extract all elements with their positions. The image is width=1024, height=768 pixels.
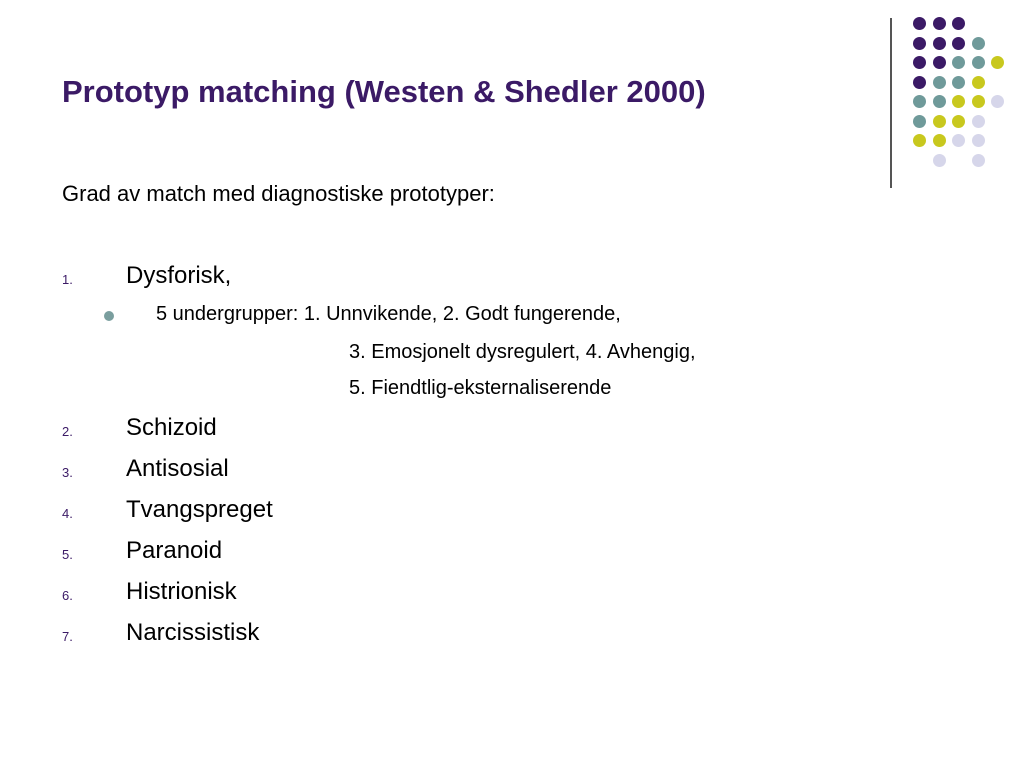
decorative-dot [952,115,965,128]
list-number: 5. [62,547,73,562]
list-label: Schizoid [126,414,217,441]
list-number: 1. [62,272,73,287]
decorative-dot [952,56,965,69]
list-number: 3. [62,465,73,480]
list-label: Tvangspreget [126,496,273,523]
subgroup-line-3: 5. Fiendtlig-eksternaliserende [349,377,612,399]
decorative-dot [913,17,926,30]
decorative-dot [913,76,926,89]
vertical-divider [890,18,892,188]
decorative-dot [913,37,926,50]
list-number: 7. [62,629,73,644]
decorative-dot [972,76,985,89]
decorative-dot [972,134,985,147]
list-label: Histrionisk [126,578,237,605]
decorative-dot [933,154,946,167]
list-label: Narcissistisk [126,619,260,646]
decorative-dot [972,95,985,108]
list-label: Paranoid [126,537,223,564]
slide-title: Prototyp matching (Westen & Shedler 2000) [62,74,706,109]
decorative-dot [972,154,985,167]
decorative-dot [913,95,926,108]
decorative-dot [952,37,965,50]
subgroup-line-1: 5 undergrupper: 1. Unnvikende, 2. Godt fungerende, [156,303,621,325]
decorative-dot [913,115,926,128]
decorative-dot [913,56,926,69]
slide-subtitle: Grad av match med diagnostiske prototyper: [62,181,495,206]
decorative-dot [933,17,946,30]
decorative-dot [933,95,946,108]
list-number: 4. [62,506,73,521]
decorative-dot [991,95,1004,108]
decorative-dot [972,37,985,50]
decorative-dot [933,37,946,50]
decorative-dot [991,56,1004,69]
decorative-dot [933,115,946,128]
decorative-dot [933,76,946,89]
decorative-dot [952,134,965,147]
subgroup-line-2: 3. Emosjonelt dysregulert, 4. Avhengig, [349,341,696,363]
decorative-dot [972,56,985,69]
list-number: 6. [62,588,73,603]
decorative-dot [933,134,946,147]
decorative-dot [933,56,946,69]
list-label: Antisosial [126,455,229,482]
list-label: Dysforisk, [126,262,232,289]
bullet-icon [104,311,114,321]
decorative-dot [952,76,965,89]
decorative-dot [952,17,965,30]
decorative-dot [952,95,965,108]
list-number: 2. [62,424,73,439]
decorative-dot [913,134,926,147]
decorative-dot [972,115,985,128]
